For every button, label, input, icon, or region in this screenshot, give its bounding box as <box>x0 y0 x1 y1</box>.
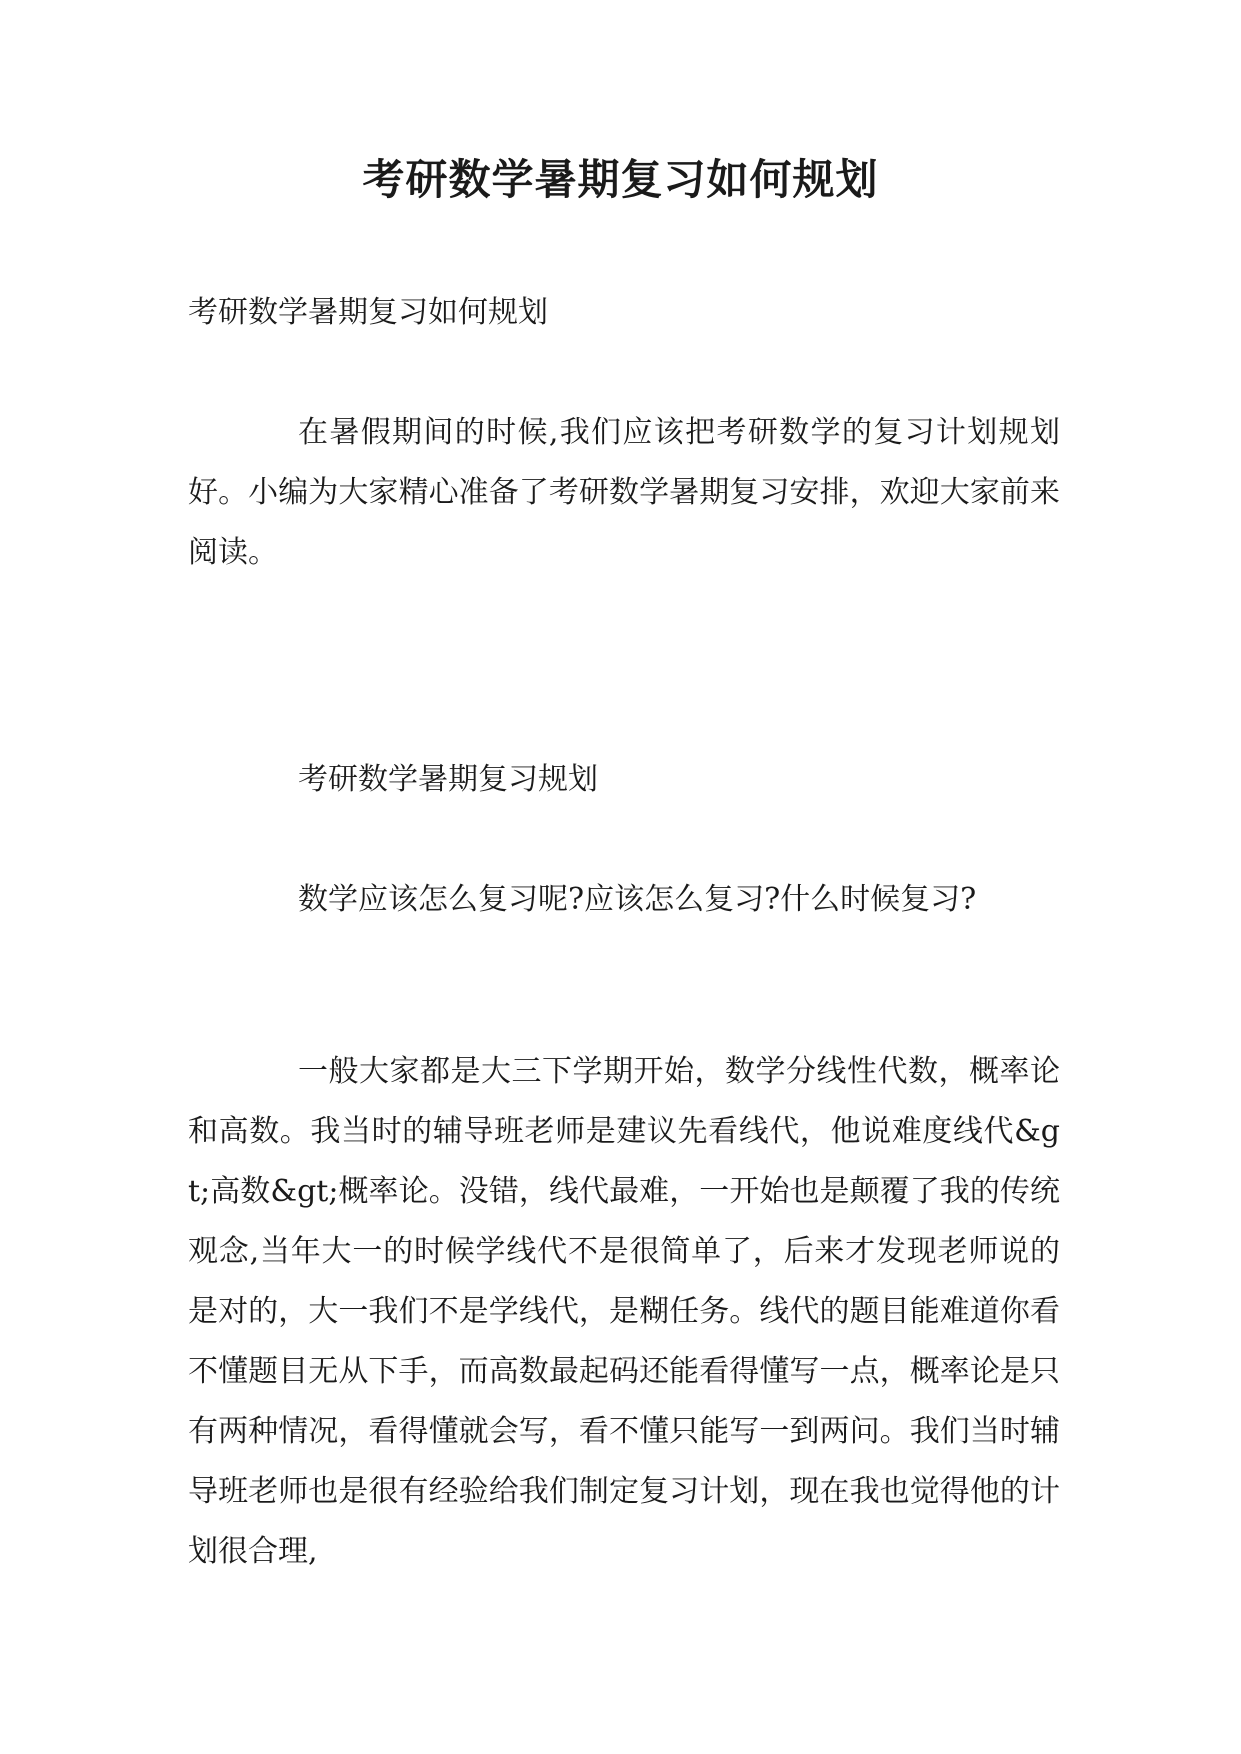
paragraph-body: 一般大家都是大三下学期开始，数学分线性代数，概率论和高数。我当时的辅导班老师是建议先看线代，他说难度线代&gt;高数&gt;概率论。没错，线代最难，一开始也是颠覆了我的传统观念,当年大一的时候学线代不是很简单了，后来才发现老师说的是对的，大一我们不是学线代，是糊任务。线代的题目能难道你看不懂题目无从下手，而高数最起码还能看得懂写一点，概率论是只有两种情况，看得懂就会写，看不懂只能写一到两问。我们当时辅导班老师也是很有经验给我们制定复习计划，现在我也觉得他的计划很合理, <box>188 1054 1060 1569</box>
section-heading: 考研数学暑期复习规划 <box>298 762 598 797</box>
document-title: 考研数学暑期复习如何规划 <box>362 155 879 204</box>
document-subtitle: 考研数学暑期复习如何规划 <box>188 295 548 330</box>
paragraph-intro: 在暑假期间的时候,我们应该把考研数学的复习计划规划好。小编为大家精心准备了考研数学暑期复习安排，欢迎大家前来阅读。 <box>188 415 1060 570</box>
paragraph-questions: 数学应该怎么复习呢?应该怎么复习?什么时候复习? <box>298 882 977 917</box>
